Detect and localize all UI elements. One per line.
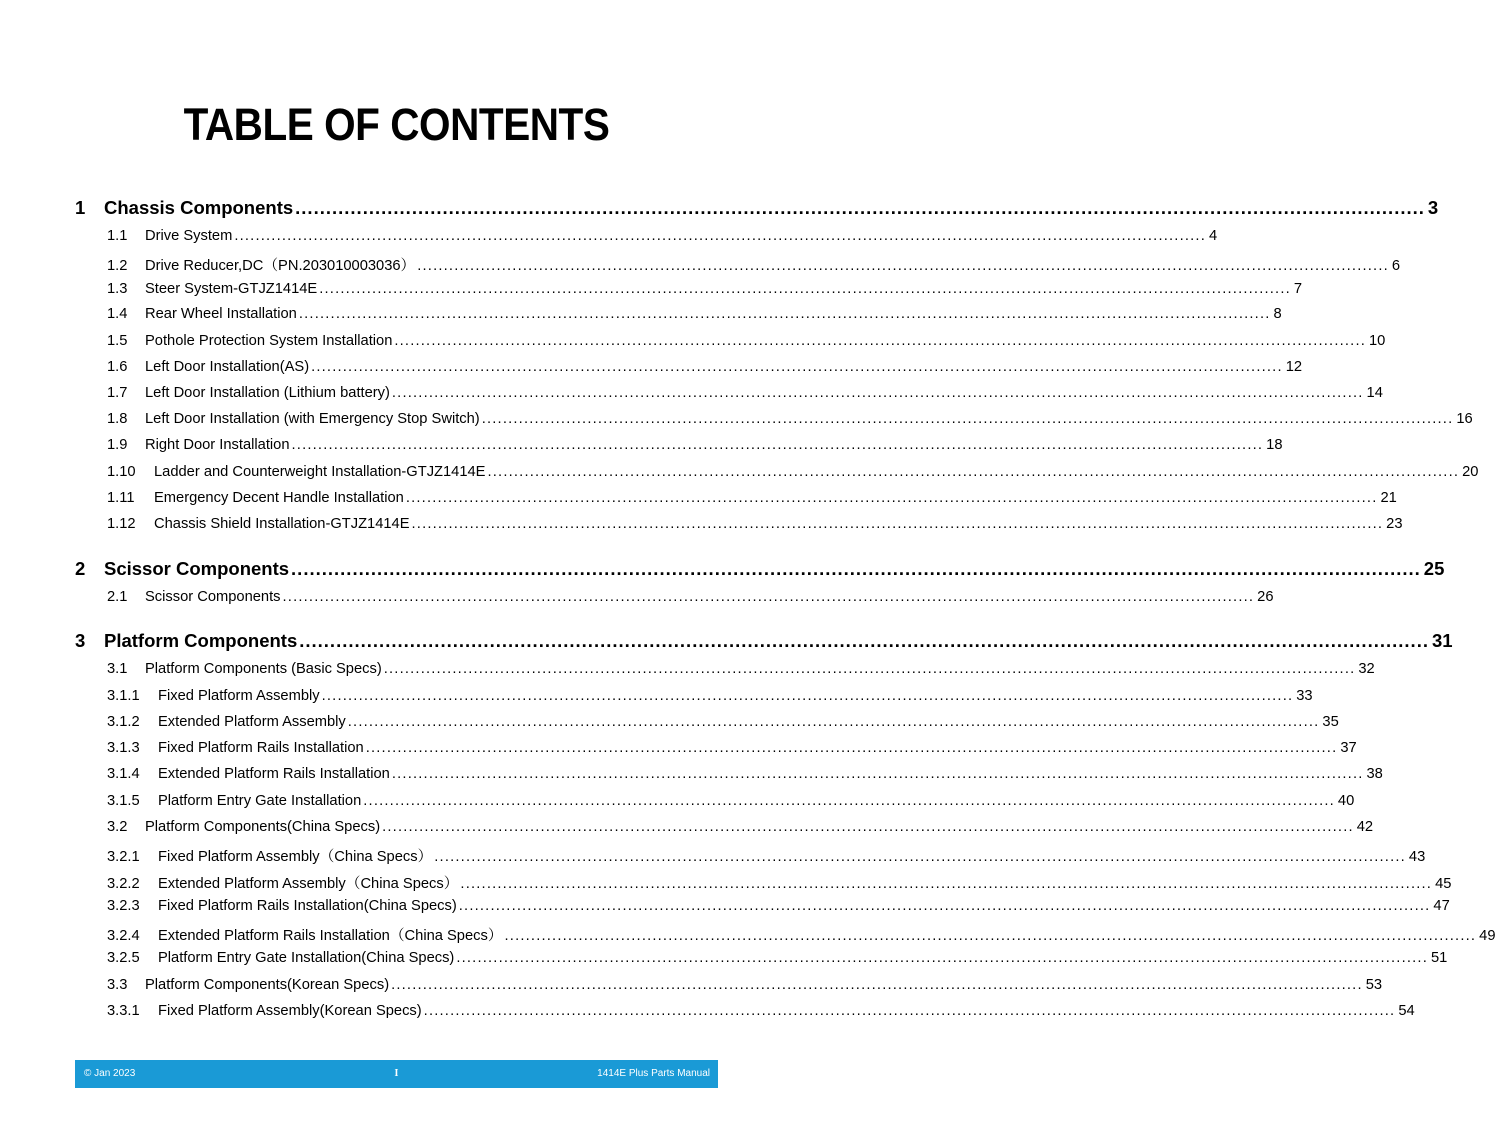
entry-number: 3.2.5 xyxy=(107,950,140,966)
dot-leader: ........................................................................................................................................................................................ xyxy=(295,197,1425,218)
entry-number: 3.3.1 xyxy=(107,1003,140,1019)
entry-label: Chassis Shield Installation-GTJZ1414E xyxy=(154,516,410,532)
dot-leader: ........................................................................................................................................................................................ xyxy=(282,589,1255,605)
toc-entry[interactable] xyxy=(107,688,1313,707)
toc-entry[interactable] xyxy=(107,385,1383,404)
entry-number: 3.1.1 xyxy=(107,688,140,704)
toc-entry[interactable] xyxy=(107,977,1383,996)
entry-number: 2.1 xyxy=(107,589,128,605)
entry-label: Drive Reducer,DC（PN.203010003036） xyxy=(145,258,416,274)
dot-leader: ........................................................................................................................................................................................ xyxy=(394,333,1367,349)
entry-page: 32 xyxy=(1358,661,1375,677)
toc-entry[interactable] xyxy=(107,766,1383,785)
entry-number: 1.6 xyxy=(107,359,128,375)
entry-page: 23 xyxy=(1386,516,1403,532)
entry-page: 35 xyxy=(1322,714,1339,730)
dot-leader: ........................................................................................................................................................................................ xyxy=(460,876,1433,892)
dot-leader: ........................................................................................................................................................................................ xyxy=(363,793,1335,809)
entry-label: Drive System xyxy=(145,228,233,244)
entry-number: 1.12 xyxy=(107,516,136,532)
footer-manual-title: 1414E Plus Parts Manual xyxy=(597,1068,710,1079)
entry-label: Platform Entry Gate Installation(China Specs) xyxy=(158,950,455,966)
entry-number: 1.4 xyxy=(107,306,128,322)
entry-label: Left Door Installation (Lithium battery) xyxy=(145,385,390,401)
toc-entry[interactable] xyxy=(107,714,1339,733)
dot-leader: ........................................................................................................................................................................................ xyxy=(299,630,1429,651)
entry-number: 3.1 xyxy=(107,661,128,677)
entry-label: Fixed Platform Assembly(Korean Specs) xyxy=(158,1003,422,1019)
entry-label: Fixed Platform Rails Installation(China Specs) xyxy=(158,898,457,914)
dot-leader: ........................................................................................................................................................................................ xyxy=(481,411,1454,427)
entry-label: Platform Components xyxy=(104,630,298,651)
footer-copyright: © Jan 2023 xyxy=(84,1068,136,1079)
entry-label: Left Door Installation(AS) xyxy=(145,359,310,375)
entry-number: 1 xyxy=(75,197,86,218)
entry-label: Extended Platform Rails Installation xyxy=(158,766,390,782)
toc-entry[interactable] xyxy=(107,793,1355,812)
dot-leader: ........................................................................................................................................................................................ xyxy=(391,977,1363,993)
entry-page: 18 xyxy=(1266,437,1283,453)
dot-leader: ........................................................................................................................................................................................ xyxy=(411,516,1384,532)
toc-entry[interactable] xyxy=(107,872,1452,892)
entry-page: 4 xyxy=(1208,228,1218,244)
entry-number: 1.1 xyxy=(107,228,128,244)
entry-label: Pothole Protection System Installation xyxy=(145,333,393,349)
toc-entry[interactable] xyxy=(107,437,1283,456)
entry-page: 33 xyxy=(1296,688,1313,704)
entry-number: 1.8 xyxy=(107,411,128,427)
toc-entry[interactable] xyxy=(107,490,1397,509)
entry-number: 3 xyxy=(75,630,86,651)
dot-leader: ........................................................................................................................................................................................ xyxy=(487,464,1460,480)
entry-page: 43 xyxy=(1408,849,1426,865)
entry-label: Right Door Installation xyxy=(145,437,290,453)
toc-entry[interactable] xyxy=(75,558,1445,582)
toc-entry[interactable] xyxy=(107,1003,1415,1022)
entry-number: 3.2 xyxy=(107,819,128,835)
entry-label: Scissor Components xyxy=(104,558,290,579)
entry-label: Fixed Platform Assembly（China Specs） xyxy=(158,849,433,865)
dot-leader: ........................................................................................................................................................................................ xyxy=(291,558,1421,579)
entry-page: 14 xyxy=(1366,385,1383,401)
dot-leader: ........................................................................................................................................................................................ xyxy=(391,766,1364,782)
toc-entry[interactable] xyxy=(107,819,1374,838)
dot-leader: ........................................................................................................................................................................................ xyxy=(319,281,1291,297)
footer-page-number: I xyxy=(394,1068,399,1079)
toc-entry[interactable] xyxy=(107,411,1473,430)
entry-page: 53 xyxy=(1365,977,1383,993)
toc-entry[interactable] xyxy=(107,589,1274,608)
dot-leader: ........................................................................................................................................................................................ xyxy=(434,849,1406,865)
toc-entry[interactable] xyxy=(107,306,1282,325)
toc-entry[interactable] xyxy=(107,228,1218,247)
page-footer xyxy=(75,1060,718,1088)
entry-page: 42 xyxy=(1356,819,1374,835)
entry-number: 3.1.4 xyxy=(107,766,140,782)
entry-page: 45 xyxy=(1435,876,1452,892)
entry-number: 1.9 xyxy=(107,437,128,453)
dot-leader: ........................................................................................................................................................................................ xyxy=(321,688,1294,704)
toc-entry[interactable] xyxy=(107,740,1357,759)
dot-leader: ........................................................................................................................................................................................ xyxy=(383,661,1356,677)
entry-page: 6 xyxy=(1391,258,1401,274)
dot-leader: ........................................................................................................................................................................................ xyxy=(504,928,1477,944)
toc-entry[interactable] xyxy=(107,950,1448,969)
toc-entry[interactable] xyxy=(107,359,1303,378)
entry-number: 3.1.5 xyxy=(107,793,140,809)
entry-label: Platform Components(Korean Specs) xyxy=(145,977,390,993)
entry-page: 7 xyxy=(1293,281,1303,297)
toc-entry[interactable] xyxy=(107,254,1401,274)
dot-leader: ........................................................................................................................................................................................ xyxy=(458,898,1431,914)
entry-number: 1.7 xyxy=(107,385,128,401)
entry-page: 20 xyxy=(1462,464,1479,480)
entry-number: 1.5 xyxy=(107,333,128,349)
dot-leader: ........................................................................................................................................................................................ xyxy=(291,437,1264,453)
entry-label: Fixed Platform Rails Installation xyxy=(158,740,364,756)
entry-label: Platform Entry Gate Installation xyxy=(158,793,362,809)
entry-page: 16 xyxy=(1456,411,1473,427)
toc-entry[interactable] xyxy=(107,661,1375,680)
entry-page: 38 xyxy=(1366,766,1383,782)
entry-number: 3.2.3 xyxy=(107,898,140,914)
entry-label: Left Door Installation (with Emergency Stop Switch) xyxy=(145,411,480,427)
toc-entry[interactable] xyxy=(107,516,1403,535)
entry-page: 21 xyxy=(1380,490,1397,506)
entry-number: 2 xyxy=(75,558,86,579)
entry-page: 40 xyxy=(1337,793,1355,809)
entry-number: 1.3 xyxy=(107,281,128,297)
toc-entry[interactable] xyxy=(107,898,1450,917)
entry-label: Extended Platform Assembly（China Specs） xyxy=(158,876,459,892)
entry-page: 31 xyxy=(1431,630,1453,651)
toc-entry[interactable] xyxy=(75,197,1439,221)
toc-entry[interactable] xyxy=(107,333,1386,352)
entry-label: Platform Components (Basic Specs) xyxy=(145,661,382,677)
entry-number: 1.10 xyxy=(107,464,136,480)
entry-page: 12 xyxy=(1285,359,1303,375)
entry-number: 3.2.4 xyxy=(107,928,140,944)
entry-page: 25 xyxy=(1423,558,1445,579)
toc-entry[interactable] xyxy=(107,845,1426,865)
dot-leader: ........................................................................................................................................................................................ xyxy=(382,819,1354,835)
entry-label: Fixed Platform Assembly xyxy=(158,688,320,704)
entry-label: Extended Platform Rails Installation（China Specs） xyxy=(158,928,503,944)
entry-label: Emergency Decent Handle Installation xyxy=(154,490,404,506)
entry-label: Steer System-GTJZ1414E xyxy=(145,281,318,297)
entry-label: Scissor Components xyxy=(145,589,281,605)
toc-entry[interactable] xyxy=(107,464,1479,483)
dot-leader: ........................................................................................................................................................................................ xyxy=(423,1003,1396,1019)
entry-page: 3 xyxy=(1427,197,1439,218)
dot-leader: ........................................................................................................................................................................................ xyxy=(417,258,1389,274)
entry-page: 54 xyxy=(1398,1003,1415,1019)
entry-number: 1.11 xyxy=(107,490,135,506)
entry-label: Platform Components(China Specs) xyxy=(145,819,381,835)
dot-leader: ........................................................................................................................................................................................ xyxy=(311,359,1283,375)
entry-number: 3.2.2 xyxy=(107,876,140,892)
dot-leader: ........................................................................................................................................................................................ xyxy=(391,385,1364,401)
entry-number: 3.2.1 xyxy=(107,849,140,865)
dot-leader: ........................................................................................................................................................................................ xyxy=(298,306,1271,322)
toc-entry[interactable] xyxy=(75,630,1453,654)
entry-page: 8 xyxy=(1273,306,1282,322)
entry-label: Ladder and Counterweight Installation-GTJZ1414E xyxy=(154,464,486,480)
toc-entry[interactable] xyxy=(107,924,1496,944)
page-title: TABLE OF CONTENTS xyxy=(183,99,610,150)
dot-leader: ........................................................................................................................................................................................ xyxy=(405,490,1378,506)
dot-leader: ........................................................................................................................................................................................ xyxy=(456,950,1428,966)
dot-leader: ........................................................................................................................................................................................ xyxy=(234,228,1206,244)
entry-page: 10 xyxy=(1369,333,1386,349)
entry-page: 37 xyxy=(1340,740,1357,756)
entry-page: 49 xyxy=(1479,928,1496,944)
entry-page: 26 xyxy=(1257,589,1274,605)
entry-number: 3.3 xyxy=(107,977,128,993)
entry-number: 3.1.2 xyxy=(107,714,140,730)
dot-leader: ........................................................................................................................................................................................ xyxy=(365,740,1338,756)
entry-page: 51 xyxy=(1430,950,1448,966)
dot-leader: ........................................................................................................................................................................................ xyxy=(347,714,1320,730)
entry-number: 1.2 xyxy=(107,258,128,274)
toc-entry[interactable] xyxy=(107,281,1303,300)
entry-page: 47 xyxy=(1433,898,1450,914)
entry-label: Rear Wheel Installation xyxy=(145,306,297,322)
entry-label: Extended Platform Assembly xyxy=(158,714,346,730)
entry-number: 3.1.3 xyxy=(107,740,140,756)
entry-label: Chassis Components xyxy=(104,197,294,218)
